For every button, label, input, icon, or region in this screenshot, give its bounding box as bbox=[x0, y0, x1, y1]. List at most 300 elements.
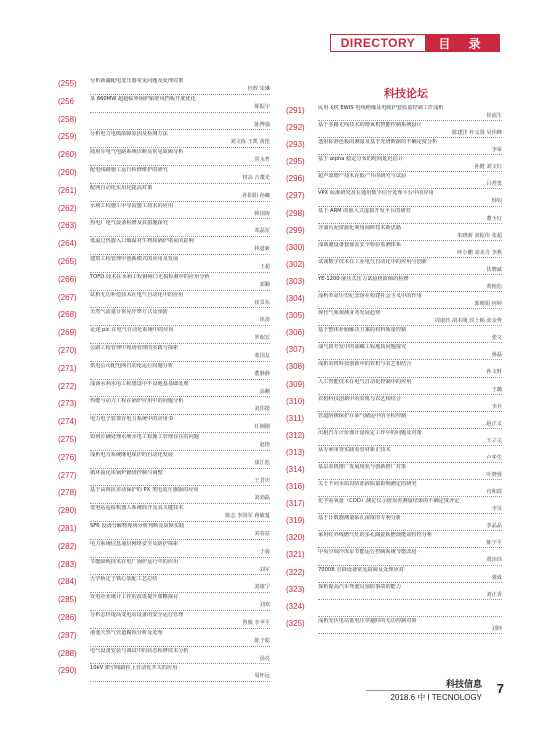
toc-dotted-rule bbox=[90, 325, 270, 326]
toc-dotted-rule bbox=[90, 503, 270, 504]
toc-dotted-rule bbox=[318, 359, 502, 360]
toc-entry[interactable] bbox=[58, 363, 270, 381]
toc-author: 黄粗松 bbox=[486, 283, 502, 290]
toc-page-number: (325) bbox=[286, 618, 305, 628]
toc-author: 刘春意 bbox=[254, 530, 270, 537]
toc-article-title: 配电线路施工运行检修维护的研究 bbox=[90, 166, 168, 173]
toc-dotted-rule bbox=[318, 154, 502, 155]
toc-article-title: 节能降耗技术在电厂锅炉运行中的应用 bbox=[90, 558, 179, 565]
toc-entry[interactable] bbox=[286, 293, 502, 310]
toc-page-number: (258) bbox=[58, 114, 77, 124]
toc-entry[interactable] bbox=[286, 601, 502, 618]
toc-entry[interactable] bbox=[286, 225, 502, 242]
toc-article-title: 港池天然气管道腐蚀分析及处理 bbox=[90, 629, 163, 636]
issue-label: 2018.6 中 I TECNOLOGY bbox=[390, 693, 482, 702]
toc-author: 张文 bbox=[491, 335, 502, 342]
toc-dotted-rule bbox=[318, 377, 502, 378]
toc-dotted-rule bbox=[90, 94, 270, 95]
toc-author: 刘康宁 bbox=[254, 584, 270, 591]
toc-dotted-rule bbox=[90, 485, 270, 486]
toc-page-number: (280) bbox=[58, 506, 77, 516]
toc-author: 王立文 bbox=[486, 437, 502, 444]
toc-page-number: (323) bbox=[286, 584, 305, 594]
toc-article-title: 天然气流量计常见作弊方式及预防 bbox=[90, 309, 168, 316]
toc-page-number: (286) bbox=[58, 612, 77, 622]
toc-article-title: TOFD 技术在水利工程钢闸门无损检测中的应用分析 bbox=[90, 273, 210, 280]
toc-dotted-rule bbox=[318, 257, 502, 258]
toc-page-number: (320) bbox=[286, 533, 305, 543]
toc-entry[interactable] bbox=[286, 242, 502, 259]
toc-page-number: (261) bbox=[58, 185, 77, 195]
toc-article-title: 化学需氧量（COD）测定仪示值误差测量结果的不确定度评定 bbox=[318, 498, 460, 505]
toc-page-number: (272) bbox=[58, 381, 77, 391]
toc-entry[interactable] bbox=[58, 220, 270, 238]
toc-entry[interactable] bbox=[58, 78, 270, 96]
toc-dotted-rule bbox=[318, 616, 502, 617]
toc-entry[interactable] bbox=[58, 594, 270, 612]
toc-dotted-rule bbox=[90, 557, 270, 558]
toc-author: 李昊 bbox=[491, 506, 502, 513]
toc-dotted-rule bbox=[318, 513, 502, 514]
toc-page-number: (314) bbox=[286, 464, 305, 474]
toc-article-title: 超声波增产技术在低产井的研究与试验 bbox=[318, 173, 407, 180]
toc-article-title: 中央空调冷冻泵节能运行控制系统节能改进 bbox=[318, 549, 417, 556]
toc-article-title: 某 660MW 超超临界锅炉贴壁风挡板开度优化 bbox=[90, 95, 196, 102]
toc-article-title: SF6 设备分解物现场分析判断及故障实践 bbox=[90, 522, 185, 529]
toc-author: 孙阳阳 孙曦 bbox=[242, 192, 270, 199]
toc-page-number: (313) bbox=[286, 447, 305, 457]
toc-author: 董玉红 bbox=[486, 215, 502, 222]
toc-author: 王璐 bbox=[491, 386, 502, 393]
toc-article-title: 低温过热器入口烟温对生物质锅炉堵灰的影响 bbox=[90, 238, 194, 245]
toc-article-title: 基于高阻抗差动保护的 PX 类电流互感器的应用 bbox=[90, 487, 199, 494]
toc-entry[interactable] bbox=[58, 292, 270, 310]
toc-entry[interactable] bbox=[58, 167, 270, 185]
toc-entry[interactable] bbox=[58, 345, 270, 363]
toc-dotted-rule bbox=[318, 445, 502, 446]
toc-page-number: (277) bbox=[58, 470, 77, 480]
toc-entry[interactable] bbox=[58, 185, 270, 203]
toc-page-number: (296) bbox=[286, 174, 305, 184]
toc-page-number: (324) bbox=[286, 601, 305, 611]
toc-author: 于淼 bbox=[259, 548, 270, 555]
toc-entry[interactable] bbox=[58, 203, 270, 221]
toc-article-title: 电力系统信息通信网络安全及防护探索 bbox=[90, 540, 179, 547]
toc-page-number: (311) bbox=[286, 413, 305, 423]
toc-entry[interactable] bbox=[58, 398, 270, 416]
toc-author: 陈博强 bbox=[254, 121, 270, 128]
toc-page-number: (298) bbox=[286, 208, 305, 218]
toc-dotted-rule bbox=[318, 240, 502, 241]
toc-entry[interactable] bbox=[58, 505, 270, 523]
toc-author: 李兵 bbox=[491, 403, 502, 410]
toc-article-title: 论述 plc 在电气自动化系统中的应用 bbox=[90, 327, 174, 334]
toc-article-title: 热电厂电气设备检修及其措施探究 bbox=[90, 220, 168, 227]
toc-entry[interactable] bbox=[286, 430, 502, 447]
toc-author: 周康玲 胡本刚 侯士彬 张金秀 bbox=[434, 318, 502, 325]
toc-article-title: 现代气象观测业务发展趋势 bbox=[318, 310, 381, 317]
toc-entry[interactable] bbox=[286, 122, 502, 139]
toc-entry[interactable] bbox=[286, 208, 502, 225]
toc-page-number: (263) bbox=[58, 221, 77, 231]
toc-author: 崔景东 bbox=[254, 299, 270, 306]
toc-author: 罗昭宏 bbox=[254, 335, 270, 342]
toc-author: 陈宇平 bbox=[486, 540, 502, 547]
toc-article-title: 基于多路无线技术的增氧机智能控制系统设计 bbox=[318, 122, 422, 129]
toc-author: 李荣 bbox=[491, 147, 502, 154]
toc-author: 刘劲磊 bbox=[254, 495, 270, 502]
toc-entry[interactable] bbox=[286, 498, 502, 515]
toc-page-number: (273) bbox=[58, 399, 77, 409]
toc-entry[interactable] bbox=[286, 567, 502, 584]
toc-article-title: 浅谈水利水电工程建设中不良地基基础处理 bbox=[90, 380, 189, 387]
toc-author: 王超 bbox=[259, 263, 270, 270]
toc-page-number: (292) bbox=[286, 123, 305, 133]
toc-entry[interactable] bbox=[286, 173, 502, 190]
toc-dotted-rule bbox=[90, 272, 270, 273]
toc-page-number: (299) bbox=[286, 225, 305, 235]
toc-author: 叶晓蓉 bbox=[486, 471, 502, 478]
toc-entry[interactable] bbox=[286, 584, 502, 601]
toc-article-title: 循环流化床锅炉燃烧控制与调整 bbox=[90, 469, 163, 476]
toc-author: 邓磊军 bbox=[254, 228, 270, 235]
toc-entry[interactable] bbox=[58, 487, 270, 505]
toc-entry[interactable] bbox=[58, 309, 270, 327]
toc-dotted-rule bbox=[90, 468, 270, 469]
toc-article-title: 10kV 架空线路柱上自动化开关的应用 bbox=[90, 665, 178, 672]
toc-page-number: (268) bbox=[58, 310, 77, 320]
toc-article-title: 热能与动力工程在锅炉应用中的问题分析 bbox=[90, 398, 184, 405]
page-number: 7 bbox=[496, 681, 504, 696]
toc-article-title: 分析怎样提高变电站设备的安全运行管理 bbox=[90, 611, 184, 618]
toc-article-title: 电力电子装置在电力系统中的应用 0 bbox=[90, 416, 173, 423]
toc-article-title: 基于计数器测量钻孔深度的专利分析 bbox=[318, 515, 402, 522]
toc-dotted-rule bbox=[90, 663, 270, 664]
toc-author: 汤亮 bbox=[259, 655, 270, 662]
toc-author: 高鹏 bbox=[259, 388, 270, 395]
toc-page-number: (322) bbox=[286, 567, 305, 577]
toc-entry[interactable] bbox=[58, 576, 270, 594]
toc-dotted-rule bbox=[318, 274, 502, 275]
toc-entry[interactable] bbox=[286, 327, 502, 344]
toc-entry[interactable] bbox=[58, 541, 270, 559]
toc-author: 杜晖 朱琳 bbox=[247, 86, 270, 92]
toc-dotted-rule bbox=[90, 414, 270, 415]
toc-page-number: (290) bbox=[58, 666, 77, 676]
toc-dotted-rule bbox=[90, 646, 270, 647]
toc-entry[interactable] bbox=[58, 416, 270, 434]
toc-article-title: 出租汽车计价器计量检定工作中的问题及对策 bbox=[318, 429, 422, 436]
toc-page-number: (304) bbox=[286, 294, 305, 304]
toc-entry[interactable] bbox=[286, 344, 502, 361]
toc-article-title: 基于 alpha 稳定分布的时间延迟估计 bbox=[318, 156, 404, 163]
toc-author: 刘军 bbox=[259, 566, 270, 573]
toc-author: 孙健 刘文红 bbox=[474, 164, 502, 171]
toc-page-number: (274) bbox=[58, 417, 77, 427]
toc-entry[interactable] bbox=[58, 648, 270, 666]
toc-page-number: (288) bbox=[58, 648, 77, 658]
toc-author: 权高 吉董光 bbox=[242, 174, 270, 181]
toc-dotted-rule bbox=[90, 592, 270, 593]
directory-label-en: DIRECTORY bbox=[330, 34, 426, 52]
toc-entry[interactable] bbox=[58, 630, 270, 648]
toc-article-title: 商用车电气电路系统诊断及常见故障分析 bbox=[90, 149, 184, 156]
toc-dotted-rule bbox=[318, 496, 502, 497]
toc-author: 董静静 bbox=[254, 370, 270, 377]
toc-dotted-rule bbox=[90, 236, 270, 237]
toc-author: 孙文财 bbox=[486, 369, 502, 376]
toc-article-title: 基层农机推广发展现状与创新推广对策 bbox=[318, 463, 407, 470]
toc-article-title: 关于不同水质对防冻液质量影响测定的研究 bbox=[318, 481, 417, 488]
toc-article-title: 透射标准色板的测量及基于光谱数据的不确定度分析 bbox=[318, 139, 438, 146]
toc-author: 陈建洋 杜义贤 吴伟峰 bbox=[452, 130, 502, 137]
toc-author: 刘欢 bbox=[259, 602, 270, 609]
toc-article-title: 基于 ARM 的嵌入式虚拟开发平台的研究 bbox=[318, 207, 411, 214]
toc-entry[interactable] bbox=[286, 413, 502, 430]
toc-page-number: (308) bbox=[286, 362, 305, 372]
toc-author: 蒋磊 bbox=[491, 352, 502, 359]
toc-right-column bbox=[286, 86, 502, 635]
toc-page-number: (316) bbox=[286, 482, 305, 492]
toc-page-number: (285) bbox=[58, 595, 77, 605]
toc-author: 任刚刚 bbox=[254, 424, 270, 431]
toc-article-title: YE-1200 液压式压力试验机故障的检修 bbox=[318, 275, 409, 282]
toc-dotted-rule bbox=[318, 223, 502, 224]
toc-author: 贾玮玮 bbox=[486, 557, 502, 564]
toc-entry[interactable] bbox=[58, 114, 270, 132]
toc-author: 卢华生 bbox=[486, 454, 502, 461]
toc-dotted-rule bbox=[318, 462, 502, 463]
toc-entry[interactable] bbox=[286, 532, 502, 549]
toc-author: 陈振宇 bbox=[254, 103, 270, 110]
directory-header bbox=[330, 34, 500, 52]
toc-dotted-rule bbox=[90, 539, 270, 540]
toc-dotted-rule bbox=[90, 343, 270, 344]
toc-article-title: 探析提高汽车驾驶员预防事故的能力 bbox=[318, 583, 402, 590]
toc-dotted-rule bbox=[318, 547, 502, 548]
toc-author: 康江松 bbox=[254, 459, 270, 466]
toc-page-number: (270) bbox=[58, 345, 77, 355]
toc-page-number: (281) bbox=[58, 523, 77, 533]
toc-entry[interactable] bbox=[286, 361, 502, 378]
toc-entry[interactable] bbox=[58, 274, 270, 292]
toc-page-number: (321) bbox=[286, 550, 305, 560]
toc-author: 刘文栋 王凯 黄伦 bbox=[230, 139, 270, 146]
toc-article-title: 家用红外线燃气灶的多孔陶瓷板燃烧能效特性分析 bbox=[318, 532, 433, 539]
toc-entry[interactable] bbox=[58, 238, 270, 256]
toc-entry[interactable] bbox=[58, 523, 270, 541]
toc-page-number: (278) bbox=[58, 488, 77, 498]
toc-dotted-rule bbox=[90, 521, 270, 522]
toc-author: 邓国友 bbox=[254, 352, 270, 359]
toc-page-number: (303) bbox=[286, 276, 305, 286]
toc-author: 伏晓斌 bbox=[486, 266, 502, 273]
toc-author: 崔涛 bbox=[259, 317, 270, 324]
toc-entry[interactable] bbox=[58, 612, 270, 630]
toc-entry[interactable] bbox=[58, 470, 270, 488]
toc-entry[interactable] bbox=[286, 310, 502, 327]
toc-author: 林道新 bbox=[254, 246, 270, 253]
toc-entry[interactable] bbox=[58, 96, 270, 114]
toc-author: 鲁俊 李苹平 bbox=[242, 619, 270, 626]
toc-dotted-rule bbox=[90, 396, 270, 397]
toc-dotted-rule bbox=[318, 325, 502, 326]
toc-page-number: (259) bbox=[58, 132, 77, 142]
toc-author: 侯福生 bbox=[486, 113, 502, 119]
toc-dotted-rule bbox=[90, 450, 270, 451]
toc-article-title: 浅析光伏电站低电压穿越时的无功控制对策 bbox=[318, 617, 417, 624]
toc-page-number: (276) bbox=[58, 452, 77, 462]
toc-dotted-rule bbox=[90, 307, 270, 308]
toc-entry[interactable] bbox=[286, 259, 502, 276]
toc-page-number: (312) bbox=[286, 430, 305, 440]
toc-author: 朱晓新 刘振伟 张超 bbox=[457, 232, 502, 239]
toc-author: 韩国涛 bbox=[254, 210, 270, 217]
toc-article-title: 基于整体补胎解决方案的材料质量控制 bbox=[318, 327, 407, 334]
toc-page-number: (271) bbox=[58, 363, 77, 373]
toc-entry[interactable] bbox=[58, 559, 270, 577]
toc-page-number: (291) bbox=[286, 106, 305, 115]
toc-dotted-rule bbox=[318, 565, 502, 566]
toc-author: 赵艳 bbox=[259, 441, 270, 448]
toc-entry[interactable] bbox=[58, 452, 270, 470]
toc-author: 吕哲勇 bbox=[486, 181, 502, 188]
toc-dotted-rule bbox=[318, 582, 502, 583]
toc-page-number: (275) bbox=[58, 434, 77, 444]
toc-entry[interactable] bbox=[286, 515, 502, 532]
toc-entry[interactable] bbox=[286, 276, 502, 293]
toc-dotted-rule bbox=[90, 610, 270, 611]
toc-entry[interactable] bbox=[58, 149, 270, 167]
toc-author: 刘坤 bbox=[491, 625, 502, 632]
toc-dotted-rule bbox=[90, 681, 270, 682]
toc-author: 官和霞 bbox=[486, 489, 502, 496]
toc-entry[interactable] bbox=[286, 447, 502, 464]
page-footer bbox=[366, 677, 504, 707]
toc-entry[interactable] bbox=[286, 139, 502, 156]
toc-article-title: 7000B 盲降设备常见故障及处理应对 bbox=[318, 566, 404, 573]
toc-author: 刘正香 bbox=[486, 591, 502, 598]
toc-author: 李晶晶 bbox=[486, 523, 502, 530]
toc-dotted-rule bbox=[318, 342, 502, 343]
toc-author: 刘伟捷 bbox=[254, 406, 270, 413]
toc-article-title: 试析无功补偿技术在电气自动化中的应用 bbox=[90, 291, 184, 298]
toc-author: 陈志 李国军 蒋敏蔓 bbox=[225, 513, 270, 520]
toc-entry[interactable] bbox=[58, 381, 270, 399]
toc-article-title: 浅谈避设备套接雷安全检验监测体系 bbox=[318, 241, 402, 248]
toc-dotted-rule bbox=[90, 218, 270, 219]
toc-article-title: 变电站巡检机器人系统简介及其关键技术 bbox=[90, 505, 184, 512]
toc-entry[interactable] bbox=[286, 379, 502, 396]
toc-page-number: (305) bbox=[286, 311, 305, 321]
toc-dotted-rule bbox=[90, 183, 270, 184]
toc-dotted-rule bbox=[90, 361, 270, 362]
toc-entry[interactable] bbox=[286, 464, 502, 481]
toc-page-number: (306) bbox=[286, 328, 305, 338]
toc-page-number: (283) bbox=[58, 559, 77, 569]
toc-entry[interactable] bbox=[286, 481, 502, 498]
toc-page-number: (310) bbox=[286, 396, 305, 406]
toc-page-number: (307) bbox=[286, 345, 305, 355]
toc-article-title: 供电公司配电网自动化运行问题分析 bbox=[90, 362, 174, 369]
toc-dotted-rule bbox=[318, 530, 502, 531]
section-title: 科技论坛 bbox=[384, 87, 428, 100]
toc-entry[interactable] bbox=[286, 156, 502, 173]
toc-article-title: 公路工程管理中现场管理的实践与探索 bbox=[90, 344, 179, 351]
toc-article-title: 民用飞机 EWIS 电线绝缘及电缆护套质量控制工作浅析 bbox=[318, 105, 444, 111]
toc-article-title: 浅析农机科技创新中的农机与农艺相结合 bbox=[318, 361, 412, 368]
toc-article-title: 油气田开发中的油藏工程地质问题探究 bbox=[318, 344, 407, 351]
toc-article-title: 大学桥定子铁心装配工艺总结 bbox=[90, 576, 158, 583]
toc-entry[interactable] bbox=[286, 190, 502, 207]
toc-entry[interactable] bbox=[286, 105, 502, 122]
toc-entry[interactable] bbox=[286, 618, 502, 635]
toc-entry[interactable] bbox=[58, 665, 270, 683]
toc-article-title: 电气设备安装与调试中的状态检修技术分析 bbox=[90, 647, 189, 654]
toc-page-number: (256 bbox=[58, 96, 75, 106]
toc-page-number: (267) bbox=[58, 292, 77, 302]
toc-author: 陈子聪 bbox=[254, 637, 270, 644]
toc-dotted-rule bbox=[318, 137, 502, 138]
toc-article-title: 含油污泥资源化利用调研技术新思路 bbox=[318, 224, 402, 231]
toc-page-number: (319) bbox=[286, 516, 305, 526]
toc-article-title: 分析新疆配电变压器常见问题及处理对策 bbox=[90, 78, 184, 84]
toc-dotted-rule bbox=[90, 432, 270, 433]
toc-entry[interactable] bbox=[58, 256, 270, 274]
footer-divider bbox=[366, 690, 478, 691]
toc-entry[interactable] bbox=[58, 131, 270, 149]
toc-entry[interactable] bbox=[58, 327, 270, 345]
toc-page-number: (300) bbox=[286, 242, 305, 252]
toc-article-title: 浅析革命历史纪念馆在构建社会主义中的作用 bbox=[318, 293, 422, 300]
toc-page-number: (262) bbox=[58, 203, 77, 213]
toc-entry[interactable] bbox=[286, 396, 502, 413]
toc-page-number: (282) bbox=[58, 541, 77, 551]
toc-dotted-rule bbox=[90, 574, 270, 575]
toc-article-title: VPX 标准研究及在通用数字信号处理平台中的应用 bbox=[318, 190, 434, 197]
toc-author: 周怀远 bbox=[254, 673, 270, 680]
toc-author: 龚成 bbox=[491, 574, 502, 581]
toc-dotted-rule bbox=[90, 628, 270, 629]
toc-author: 王君庆 bbox=[254, 477, 270, 484]
toc-page-number: (255) bbox=[58, 79, 77, 88]
toc-page-number: (317) bbox=[286, 499, 305, 509]
toc-dotted-rule bbox=[90, 290, 270, 291]
directory-label-cn: 目 录 bbox=[426, 34, 500, 52]
toc-article-title: 人工智能技术在电气自动化控制中的应用 bbox=[318, 378, 412, 385]
toc-dotted-rule bbox=[318, 633, 502, 634]
toc-entry[interactable] bbox=[286, 549, 502, 566]
toc-dotted-rule bbox=[318, 411, 502, 412]
toc-dotted-rule bbox=[318, 188, 502, 189]
toc-dotted-rule bbox=[318, 308, 502, 309]
toc-article-title: 浅析电力系统继电保护的自动化发展 bbox=[90, 451, 174, 458]
toc-dotted-rule bbox=[90, 201, 270, 202]
toc-entry[interactable] bbox=[58, 434, 270, 452]
toc-dotted-rule bbox=[318, 428, 502, 429]
toc-page-number: (269) bbox=[58, 328, 77, 338]
toc-article-title: 建筑工程管理中创新模式的应用及发展 bbox=[90, 255, 179, 262]
toc-dotted-rule bbox=[318, 599, 502, 600]
journal-name: 科技信息 bbox=[445, 680, 482, 690]
toc-dotted-rule bbox=[90, 129, 270, 130]
toc-author: 常永哲 bbox=[254, 157, 270, 164]
toc-page-number: (265) bbox=[58, 256, 77, 266]
toc-article-title: 如何正确处理水利水电工程施工管理存在的问题 bbox=[90, 433, 199, 440]
toc-article-title: 试谈数字技术在工业电气自动化中的应用与创新 bbox=[318, 258, 427, 265]
toc-dotted-rule bbox=[90, 379, 270, 380]
toc-dotted-rule bbox=[90, 112, 270, 113]
